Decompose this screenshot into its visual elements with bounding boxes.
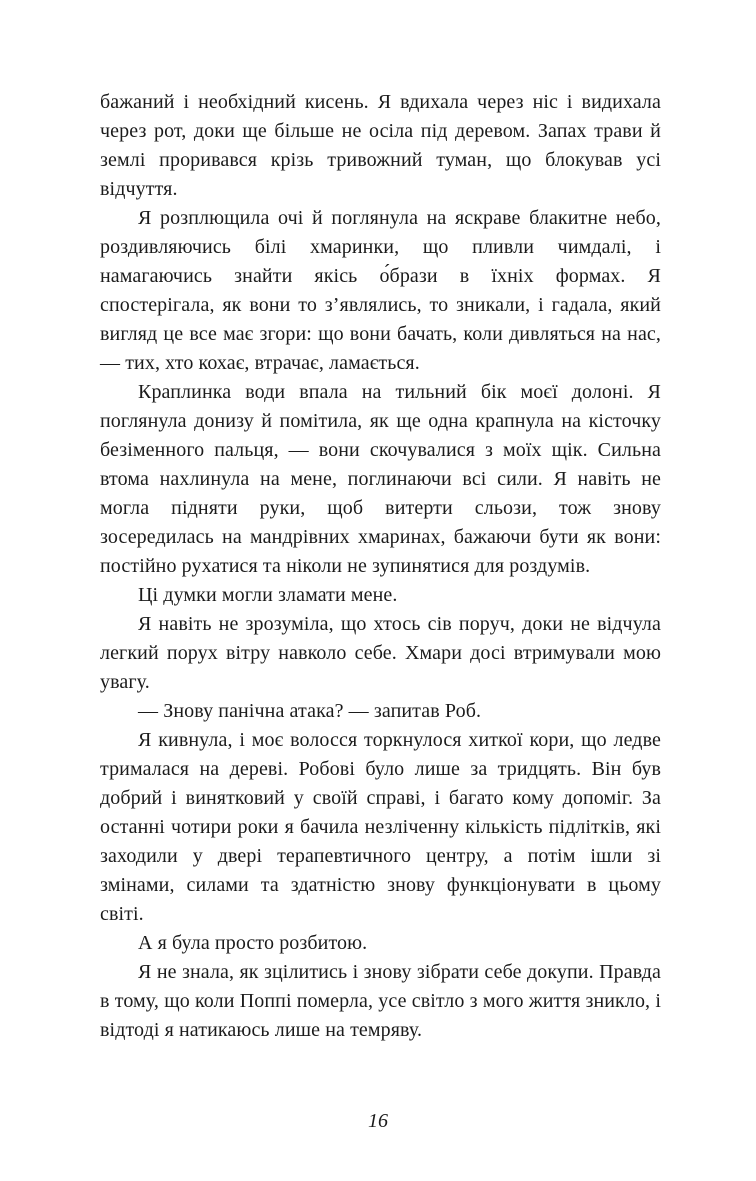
paragraph: А я була просто розбитою. bbox=[138, 932, 368, 954]
paragraph: Я навіть не зрозуміла, що хтось сів поруч, доки не відчула легкий порух вітру навколо себе. Хмари досі втримували мою увагу. bbox=[100, 613, 661, 693]
page-text bbox=[100, 88, 661, 1045]
paragraph: Я кивнула, і моє волосся торкнулося хиткої кори, що ледве трималася на дереві. Робові було лише за тридцять. Він був добрий і винятковий у своїй справі, і багато кому допоміг. За останні чотири роки я бачила незліченну кількість підлітків, які заходили у двері терапевтичного центру, а потім ішли зі змінами, силами та здатністю знову функціонувати в цьому світі. bbox=[100, 729, 661, 925]
paragraph: Краплинка води впала на тильний бік моєї долоні. Я поглянула донизу й помітила, як ще одна крапнула на кісточку безіменного пальця, — вони скочувалися з моїх щік. Сильна втома нахлинула на мене, поглинаючи всі сили. Я навіть не могла підняти руки, щоб витерти сльози, тож знову зосередилась на мандрівних хмаринах, бажаючи бути як вони: постійно рухатися та ніколи не зупинятися для роздумів. bbox=[100, 381, 661, 577]
paragraph: Я розплющила очі й поглянула на яскраве блакитне небо, роздивляючись білі хмаринки, що пливли чимдалі, і намагаючись знайти якісь о́брази в їхніх формах. Я спостерігала, як вони то з’являлись, то зникали, і гадала, який вигляд це все має згори: що вони бачать, коли дивляться на нас, — тих, хто кохає, втрачає, ламається. bbox=[100, 207, 661, 374]
page-number: 16 bbox=[368, 1110, 388, 1132]
paragraph: Я не знала, як зцілитись і знову зібрати себе докупи. Правда в тому, що коли Поппі померла, усе світло з мого життя зникло, і відтоді я натикаюсь лише на темряву. bbox=[100, 961, 661, 1041]
paragraph: бажаний і необхідний кисень. Я вдихала через ніс і видихала через рот, доки ще більше не осіла під деревом. Запах трави й землі проривався крізь тривожний туман, що блокував усі відчуття. bbox=[100, 91, 661, 200]
paragraph: — Знову панічна атака? — запитав Роб. bbox=[138, 700, 482, 722]
paragraph: Ці думки могли зламати мене. bbox=[138, 584, 398, 606]
